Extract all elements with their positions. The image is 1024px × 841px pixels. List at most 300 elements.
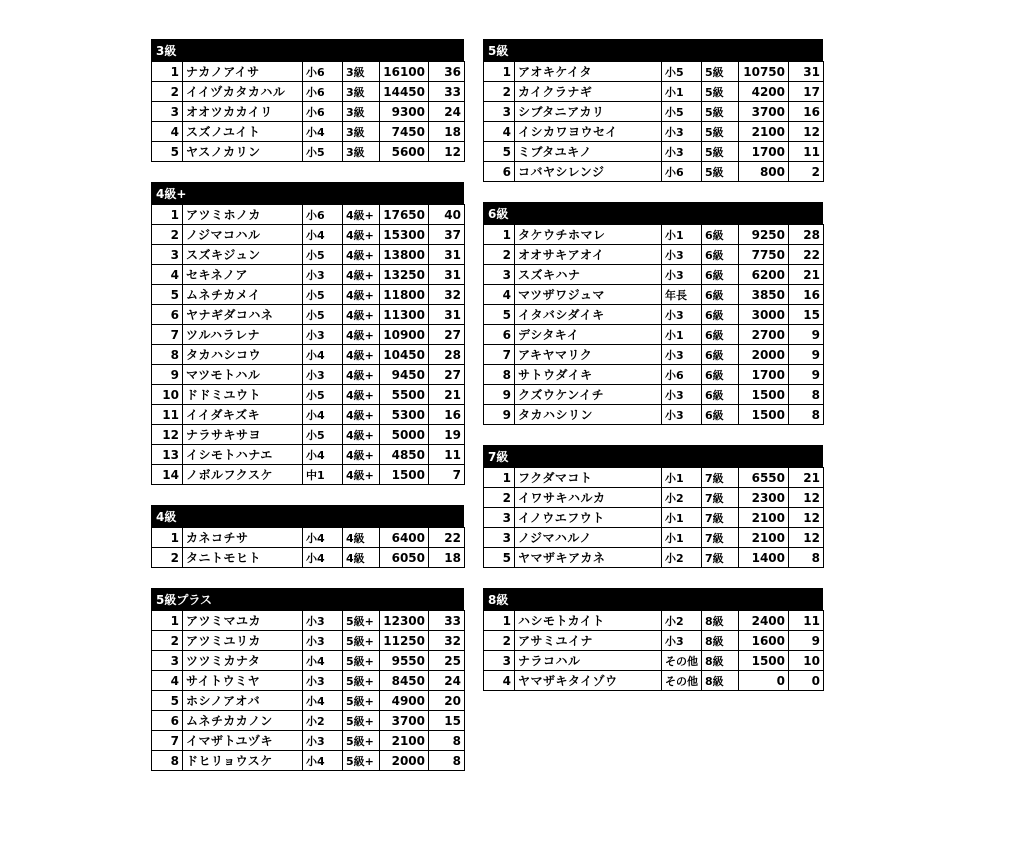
points-cell: 10750 xyxy=(739,62,789,82)
level-cell: 5級 xyxy=(702,162,739,182)
name-cell: タカハシリン xyxy=(515,405,662,425)
grade-cell: 小1 xyxy=(662,528,702,548)
name-cell: ヤマザキタイゾウ xyxy=(515,671,662,691)
rank-cell: 5 xyxy=(152,285,183,305)
table-row xyxy=(152,325,465,345)
count-cell: 27 xyxy=(429,365,465,385)
points-cell: 16100 xyxy=(380,62,429,82)
points-cell: 800 xyxy=(739,162,789,182)
level-cell: 5級+ xyxy=(343,711,380,731)
points-cell: 1600 xyxy=(739,631,789,651)
rank-cell: 4 xyxy=(152,671,183,691)
grade-cell: 小3 xyxy=(303,731,343,751)
level-cell: 6級 xyxy=(702,305,739,325)
grade-cell: 小5 xyxy=(303,305,343,325)
level-cell: 7級 xyxy=(702,468,739,488)
rank-cell: 10 xyxy=(152,385,183,405)
count-cell: 18 xyxy=(429,548,465,568)
level-cell: 4級+ xyxy=(343,285,380,305)
name-cell: アキヤマリク xyxy=(515,345,662,365)
table-row xyxy=(484,488,824,508)
name-cell: アツミユリカ xyxy=(183,631,303,651)
level-cell: 5級+ xyxy=(343,671,380,691)
points-cell: 1700 xyxy=(739,142,789,162)
rank-cell: 3 xyxy=(152,651,183,671)
grade-cell: 小4 xyxy=(303,691,343,711)
points-cell: 5500 xyxy=(380,385,429,405)
grade-cell: 小2 xyxy=(303,711,343,731)
grade-cell: 小3 xyxy=(303,325,343,345)
level-cell: 4級+ xyxy=(343,365,380,385)
grade-cell: 小6 xyxy=(662,162,702,182)
grade-cell: 小5 xyxy=(303,285,343,305)
points-cell: 8450 xyxy=(380,671,429,691)
count-cell: 21 xyxy=(789,265,824,285)
count-cell: 36 xyxy=(429,62,465,82)
grade-cell: 小3 xyxy=(662,405,702,425)
name-cell: ホシノアオバ xyxy=(183,691,303,711)
points-cell: 2100 xyxy=(380,731,429,751)
rank-cell: 2 xyxy=(484,82,515,102)
name-cell: イマザトユヅキ xyxy=(183,731,303,751)
rank-cell: 6 xyxy=(152,711,183,731)
count-cell: 20 xyxy=(429,691,465,711)
name-cell: ミブタユキノ xyxy=(515,142,662,162)
section-title: 7級 xyxy=(483,445,823,467)
level-cell: 4級+ xyxy=(343,385,380,405)
rank-cell: 1 xyxy=(484,468,515,488)
level-cell: 5級 xyxy=(702,62,739,82)
level-cell: 7級 xyxy=(702,488,739,508)
points-cell: 6550 xyxy=(739,468,789,488)
grade-cell: 小3 xyxy=(662,265,702,285)
count-cell: 19 xyxy=(429,425,465,445)
name-cell: イタバシダイキ xyxy=(515,305,662,325)
rank-cell: 1 xyxy=(484,225,515,245)
name-cell: ノジマコハル xyxy=(183,225,303,245)
level-cell: 5級+ xyxy=(343,691,380,711)
points-cell: 4850 xyxy=(380,445,429,465)
points-cell: 10450 xyxy=(380,345,429,365)
section-title: 3級 xyxy=(151,39,464,61)
rank-cell: 12 xyxy=(152,425,183,445)
level-cell: 4級+ xyxy=(343,465,380,485)
name-cell: クズウケンイチ xyxy=(515,385,662,405)
table-row xyxy=(484,528,824,548)
table-row xyxy=(152,102,465,122)
section-title: 4級 xyxy=(151,505,464,527)
points-cell: 13250 xyxy=(380,265,429,285)
rank-cell: 5 xyxy=(152,142,183,162)
name-cell: イイヅカタカハル xyxy=(183,82,303,102)
points-cell: 11800 xyxy=(380,285,429,305)
grade-cell: 小5 xyxy=(303,385,343,405)
table-row xyxy=(484,325,824,345)
grade-cell: 小1 xyxy=(662,508,702,528)
table-row xyxy=(484,102,824,122)
count-cell: 7 xyxy=(429,465,465,485)
count-cell: 17 xyxy=(789,82,824,102)
grade-cell: 小3 xyxy=(662,631,702,651)
count-cell: 9 xyxy=(789,345,824,365)
count-cell: 11 xyxy=(429,445,465,465)
points-cell: 3700 xyxy=(739,102,789,122)
rank-cell: 1 xyxy=(484,62,515,82)
table-row xyxy=(152,651,465,671)
level-cell: 5級 xyxy=(702,142,739,162)
table-row xyxy=(152,265,465,285)
ranking-table xyxy=(151,610,465,771)
name-cell: ノジマハルノ xyxy=(515,528,662,548)
rank-cell: 4 xyxy=(484,285,515,305)
name-cell: セキネノア xyxy=(183,265,303,285)
ranking-table xyxy=(483,610,824,691)
points-cell: 1700 xyxy=(739,365,789,385)
rank-cell: 4 xyxy=(484,122,515,142)
points-cell: 4900 xyxy=(380,691,429,711)
rank-cell: 14 xyxy=(152,465,183,485)
table-row xyxy=(152,731,465,751)
grade-cell: 小5 xyxy=(303,425,343,445)
grade-cell: 小2 xyxy=(662,548,702,568)
name-cell: スズキジュン xyxy=(183,245,303,265)
ranking-section xyxy=(151,505,464,568)
ranking-section xyxy=(483,445,823,568)
level-cell: 4級 xyxy=(343,528,380,548)
points-cell: 1500 xyxy=(739,651,789,671)
table-row xyxy=(152,305,465,325)
count-cell: 11 xyxy=(789,142,824,162)
rank-cell: 11 xyxy=(152,405,183,425)
grade-cell: 小1 xyxy=(662,82,702,102)
count-cell: 16 xyxy=(789,102,824,122)
grade-cell: 小6 xyxy=(303,102,343,122)
name-cell: ヤスノカリン xyxy=(183,142,303,162)
points-cell: 9300 xyxy=(380,102,429,122)
table-row xyxy=(152,711,465,731)
level-cell: 4級 xyxy=(343,548,380,568)
section-title: 5級 xyxy=(483,39,823,61)
name-cell: ドドミユウト xyxy=(183,385,303,405)
table-row xyxy=(152,385,465,405)
count-cell: 15 xyxy=(429,711,465,731)
rank-cell: 8 xyxy=(484,365,515,385)
rank-cell: 5 xyxy=(484,142,515,162)
count-cell: 11 xyxy=(789,611,824,631)
rank-cell: 8 xyxy=(152,751,183,771)
count-cell: 31 xyxy=(429,245,465,265)
table-row xyxy=(152,365,465,385)
table-row xyxy=(152,345,465,365)
points-cell: 6400 xyxy=(380,528,429,548)
count-cell: 9 xyxy=(789,631,824,651)
ranking-table xyxy=(483,224,824,425)
grade-cell: 小4 xyxy=(303,405,343,425)
count-cell: 28 xyxy=(789,225,824,245)
rank-cell: 1 xyxy=(152,205,183,225)
name-cell: ナラコハル xyxy=(515,651,662,671)
points-cell: 7450 xyxy=(380,122,429,142)
table-row xyxy=(484,62,824,82)
grade-cell: 小6 xyxy=(303,82,343,102)
grade-cell: 小4 xyxy=(303,548,343,568)
name-cell: デシタキイ xyxy=(515,325,662,345)
rank-cell: 5 xyxy=(484,548,515,568)
table-row xyxy=(152,122,465,142)
level-cell: 4級+ xyxy=(343,265,380,285)
section-title: 5級プラス xyxy=(151,588,464,610)
count-cell: 0 xyxy=(789,671,824,691)
rank-cell: 1 xyxy=(152,611,183,631)
table-row xyxy=(152,691,465,711)
table-row xyxy=(152,205,465,225)
level-cell: 5級+ xyxy=(343,631,380,651)
level-cell: 5級 xyxy=(702,82,739,102)
rank-cell: 2 xyxy=(152,631,183,651)
rank-cell: 2 xyxy=(484,245,515,265)
name-cell: ノボルフクスケ xyxy=(183,465,303,485)
grade-cell: 小4 xyxy=(303,528,343,548)
ranking-table xyxy=(483,467,824,568)
table-row xyxy=(152,671,465,691)
name-cell: イシカワヨウセイ xyxy=(515,122,662,142)
rank-cell: 3 xyxy=(484,508,515,528)
count-cell: 31 xyxy=(429,305,465,325)
points-cell: 14450 xyxy=(380,82,429,102)
count-cell: 25 xyxy=(429,651,465,671)
points-cell: 3700 xyxy=(380,711,429,731)
table-row xyxy=(484,225,824,245)
name-cell: タケウチホマレ xyxy=(515,225,662,245)
table-row xyxy=(152,465,465,485)
table-row xyxy=(484,162,824,182)
name-cell: ムネチカカノン xyxy=(183,711,303,731)
grade-cell: その他 xyxy=(662,651,702,671)
name-cell: ツルハラレナ xyxy=(183,325,303,345)
grade-cell: 小4 xyxy=(303,751,343,771)
name-cell: シブタニアカリ xyxy=(515,102,662,122)
level-cell: 3級 xyxy=(343,82,380,102)
grade-cell: 小3 xyxy=(303,611,343,631)
level-cell: 8級 xyxy=(702,671,739,691)
section-title: 4級+ xyxy=(151,182,464,204)
level-cell: 8級 xyxy=(702,631,739,651)
level-cell: 5級+ xyxy=(343,731,380,751)
points-cell: 3850 xyxy=(739,285,789,305)
grade-cell: 小3 xyxy=(303,671,343,691)
count-cell: 12 xyxy=(789,488,824,508)
points-cell: 6200 xyxy=(739,265,789,285)
table-row xyxy=(484,508,824,528)
rank-cell: 3 xyxy=(484,102,515,122)
level-cell: 3級 xyxy=(343,102,380,122)
level-cell: 4級+ xyxy=(343,245,380,265)
grade-cell: 小3 xyxy=(662,305,702,325)
points-cell: 2000 xyxy=(739,345,789,365)
ranking-table xyxy=(151,527,465,568)
name-cell: ナカノアイサ xyxy=(183,62,303,82)
rank-cell: 3 xyxy=(484,265,515,285)
count-cell: 31 xyxy=(429,265,465,285)
level-cell: 4級+ xyxy=(343,345,380,365)
count-cell: 27 xyxy=(429,325,465,345)
count-cell: 33 xyxy=(429,82,465,102)
count-cell: 22 xyxy=(429,528,465,548)
points-cell: 2100 xyxy=(739,122,789,142)
ranking-section xyxy=(151,182,464,485)
ranking-section xyxy=(483,202,823,425)
level-cell: 3級 xyxy=(343,122,380,142)
name-cell: ムネチカメイ xyxy=(183,285,303,305)
table-row xyxy=(152,285,465,305)
grade-cell: 小4 xyxy=(303,122,343,142)
grade-cell: 小3 xyxy=(662,142,702,162)
grade-cell: 小3 xyxy=(303,265,343,285)
rank-cell: 2 xyxy=(152,82,183,102)
name-cell: ヤナギダコハネ xyxy=(183,305,303,325)
level-cell: 4級+ xyxy=(343,405,380,425)
table-row xyxy=(152,425,465,445)
level-cell: 4級+ xyxy=(343,325,380,345)
grade-cell: 小1 xyxy=(662,325,702,345)
level-cell: 6級 xyxy=(702,325,739,345)
points-cell: 1500 xyxy=(380,465,429,485)
name-cell: イワサキハルカ xyxy=(515,488,662,508)
table-row xyxy=(484,365,824,385)
rank-cell: 2 xyxy=(152,225,183,245)
count-cell: 9 xyxy=(789,325,824,345)
grade-cell: 小6 xyxy=(662,365,702,385)
rank-cell: 4 xyxy=(484,671,515,691)
points-cell: 1400 xyxy=(739,548,789,568)
section-title: 6級 xyxy=(483,202,823,224)
name-cell: アサミユイナ xyxy=(515,631,662,651)
points-cell: 2400 xyxy=(739,611,789,631)
grade-cell: 小2 xyxy=(662,611,702,631)
level-cell: 6級 xyxy=(702,385,739,405)
count-cell: 12 xyxy=(789,122,824,142)
rank-cell: 3 xyxy=(152,245,183,265)
grade-cell: 小5 xyxy=(303,142,343,162)
table-row xyxy=(152,631,465,651)
table-row xyxy=(152,82,465,102)
name-cell: タカハシコウ xyxy=(183,345,303,365)
rank-cell: 9 xyxy=(484,405,515,425)
rank-cell: 8 xyxy=(152,345,183,365)
count-cell: 8 xyxy=(789,385,824,405)
count-cell: 8 xyxy=(789,548,824,568)
points-cell: 9550 xyxy=(380,651,429,671)
points-cell: 2300 xyxy=(739,488,789,508)
count-cell: 16 xyxy=(429,405,465,425)
rank-cell: 2 xyxy=(484,631,515,651)
count-cell: 28 xyxy=(429,345,465,365)
ranking-section xyxy=(151,588,464,771)
table-row xyxy=(484,345,824,365)
level-cell: 7級 xyxy=(702,548,739,568)
rank-cell: 6 xyxy=(484,162,515,182)
table-row xyxy=(152,225,465,245)
count-cell: 15 xyxy=(789,305,824,325)
rank-cell: 3 xyxy=(152,102,183,122)
grade-cell: 小3 xyxy=(662,245,702,265)
count-cell: 8 xyxy=(429,751,465,771)
points-cell: 4200 xyxy=(739,82,789,102)
rank-cell: 1 xyxy=(152,528,183,548)
count-cell: 12 xyxy=(789,528,824,548)
rank-cell: 3 xyxy=(484,528,515,548)
ranking-table xyxy=(151,204,465,485)
points-cell: 3000 xyxy=(739,305,789,325)
rank-cell: 7 xyxy=(484,345,515,365)
table-row xyxy=(152,611,465,631)
level-cell: 5級 xyxy=(702,102,739,122)
count-cell: 16 xyxy=(789,285,824,305)
name-cell: アツミマユカ xyxy=(183,611,303,631)
level-cell: 6級 xyxy=(702,365,739,385)
count-cell: 24 xyxy=(429,671,465,691)
rank-cell: 7 xyxy=(152,731,183,751)
section-title: 8級 xyxy=(483,588,823,610)
grade-cell: 小4 xyxy=(303,225,343,245)
points-cell: 2700 xyxy=(739,325,789,345)
name-cell: アオキケイタ xyxy=(515,62,662,82)
name-cell: カネコチサ xyxy=(183,528,303,548)
rank-cell: 9 xyxy=(484,385,515,405)
grade-cell: 小4 xyxy=(303,651,343,671)
points-cell: 15300 xyxy=(380,225,429,245)
rank-cell: 2 xyxy=(152,548,183,568)
table-row xyxy=(152,245,465,265)
points-cell: 11250 xyxy=(380,631,429,651)
points-cell: 12300 xyxy=(380,611,429,631)
count-cell: 12 xyxy=(429,142,465,162)
points-cell: 2100 xyxy=(739,508,789,528)
level-cell: 5級 xyxy=(702,122,739,142)
grade-cell: 小5 xyxy=(303,245,343,265)
level-cell: 6級 xyxy=(702,345,739,365)
left-column xyxy=(151,39,464,791)
count-cell: 33 xyxy=(429,611,465,631)
name-cell: サイトウミヤ xyxy=(183,671,303,691)
table-row xyxy=(152,751,465,771)
level-cell: 8級 xyxy=(702,611,739,631)
rank-cell: 13 xyxy=(152,445,183,465)
count-cell: 9 xyxy=(789,365,824,385)
table-row xyxy=(484,305,824,325)
name-cell: カイクラナギ xyxy=(515,82,662,102)
table-row xyxy=(152,142,465,162)
rank-cell: 6 xyxy=(484,325,515,345)
points-cell: 6050 xyxy=(380,548,429,568)
grade-cell: 小5 xyxy=(662,102,702,122)
rank-cell: 7 xyxy=(152,325,183,345)
level-cell: 4級+ xyxy=(343,445,380,465)
points-cell: 2100 xyxy=(739,528,789,548)
right-column xyxy=(483,39,823,711)
ranking-table xyxy=(151,61,465,162)
table-row xyxy=(484,285,824,305)
level-cell: 3級 xyxy=(343,62,380,82)
grade-cell: 小3 xyxy=(662,345,702,365)
count-cell: 37 xyxy=(429,225,465,245)
name-cell: ハシモトカイト xyxy=(515,611,662,631)
level-cell: 4級+ xyxy=(343,225,380,245)
table-row xyxy=(484,548,824,568)
grade-cell: 小6 xyxy=(303,205,343,225)
table-row xyxy=(484,651,824,671)
points-cell: 9450 xyxy=(380,365,429,385)
